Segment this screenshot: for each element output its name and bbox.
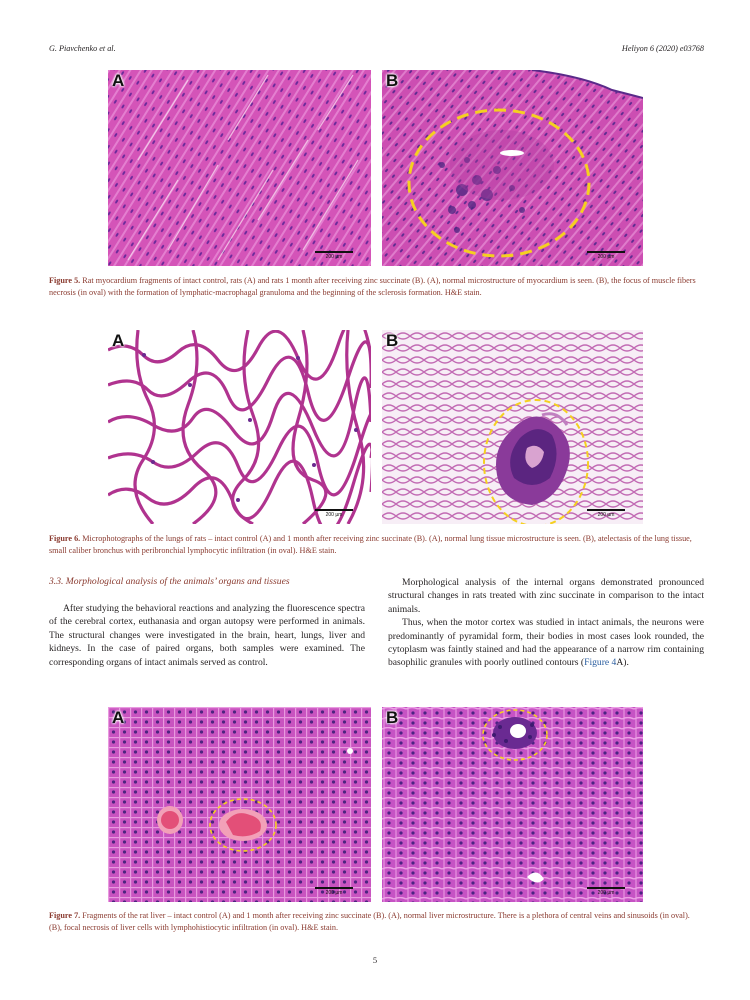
lung-micrograph	[108, 330, 371, 524]
paragraph-text: Thus, when the motor cortex was studied in intact animals, the neurons were predominantly of pyramidal form, their bodies in most cases look rounded, the cytoplasm was faintly stained and had the appearance of a narrow rim containing basophilic granules with poorly outlined contours (	[388, 617, 704, 669]
paragraph: After studying the behavioral reactions and analyzing the fluorescence spectra of the cerebral cortex, euthanasia and organ autopsy were performed in animals. The structural changes were investigated in the brain, heart, lungs, liver and kidneys. In the case of paired organs, both samples were examined. The corresponding organs of intact animals served as control.	[49, 603, 365, 668]
myocardium-micrograph	[108, 70, 371, 266]
lung-lesion-micrograph	[382, 330, 643, 524]
liver-micrograph	[108, 707, 371, 902]
figure-label: Figure 5.	[49, 276, 81, 285]
caption-text: Microphotographs of the lungs of rats – intact control (A) and 1 month after receiving zinc succinate (B). (A), normal lung tissue microstructure is seen. (B), atelectasis of the lung tissue, small caliber bronchus with peribronchial lymphocytic infiltration (in oval). H&E stain.	[49, 534, 692, 555]
left-column	[49, 602, 365, 669]
panel-label: A	[112, 708, 125, 727]
figure-5-caption	[49, 275, 704, 299]
scale-bar	[587, 887, 625, 896]
paragraph	[388, 616, 704, 670]
scale-bar	[315, 509, 353, 518]
running-head	[49, 44, 704, 53]
caption-text: Rat myocardium fragments of intact control, rats (A) and rats 1 month after receiving zinc succinate (B). (A), normal microstructure of myocardium is seen. (B), the focus of muscle fibers necrosis (in oval) with the formation of lymphatic-macrophagal granuloma and the beginning of the sclerosis formation. H&E stain.	[49, 276, 696, 297]
figure-6-panel-a	[108, 330, 371, 524]
right-column	[388, 576, 704, 670]
paragraph-text: A).	[616, 657, 629, 669]
caption-text: Fragments of the rat liver – intact control (A) and 1 month after receiving zinc succinate (B). (A), normal liver microstructure. There is a plethora of central veins and sinusoids (in oval). (B), focal necrosis of liver cells with lymphohistiocytic infiltration (in oval). H&E stain.	[49, 911, 690, 932]
scale-bar	[315, 887, 353, 896]
figure-4-link[interactable]: Figure 4	[584, 657, 617, 669]
figure-label: Figure 7.	[49, 911, 81, 920]
figure-6-panel-b	[382, 330, 643, 524]
myocardium-lesion-micrograph	[382, 70, 643, 266]
scale-bar-label: 200 µm	[597, 254, 615, 260]
running-head-journal: Heliyon 6 (2020) e03768	[621, 44, 704, 53]
figure-label: Figure 6.	[49, 534, 81, 543]
figure-5-panel-a	[108, 70, 371, 266]
figure-7-panel-a	[108, 707, 371, 902]
scale-bar-label: 200 µm	[325, 512, 343, 518]
paragraph: Morphological analysis of the internal organs demonstrated pronounced structural changes in rats treated with zinc succinate in comparison to the intact animals.	[388, 577, 704, 615]
scale-bar	[315, 251, 353, 260]
figure-7-panel-b	[382, 707, 643, 902]
section-heading: 3.3. Morphological analysis of the animals’ organs and tissues	[49, 576, 290, 587]
scale-bar-label: 200 µm	[325, 254, 343, 260]
running-head-authors: G. Piavchenko et al.	[49, 44, 116, 53]
panel-label: B	[386, 71, 399, 90]
scale-bar-label: 200 µm	[597, 890, 615, 896]
scale-bar-label: 200 µm	[597, 512, 615, 518]
page-number: 5	[372, 955, 378, 965]
panel-label: A	[112, 71, 125, 90]
panel-label: A	[112, 331, 125, 350]
scale-bar	[587, 509, 625, 518]
figure-7-caption	[49, 910, 704, 934]
scale-bar	[587, 251, 625, 260]
scale-bar-label: 200 µm	[325, 890, 343, 896]
figure-5-panel-b	[382, 70, 643, 266]
panel-label: B	[386, 331, 399, 350]
panel-label: B	[386, 708, 399, 727]
liver-lesion-micrograph	[382, 707, 643, 902]
figure-6-caption	[49, 533, 704, 557]
